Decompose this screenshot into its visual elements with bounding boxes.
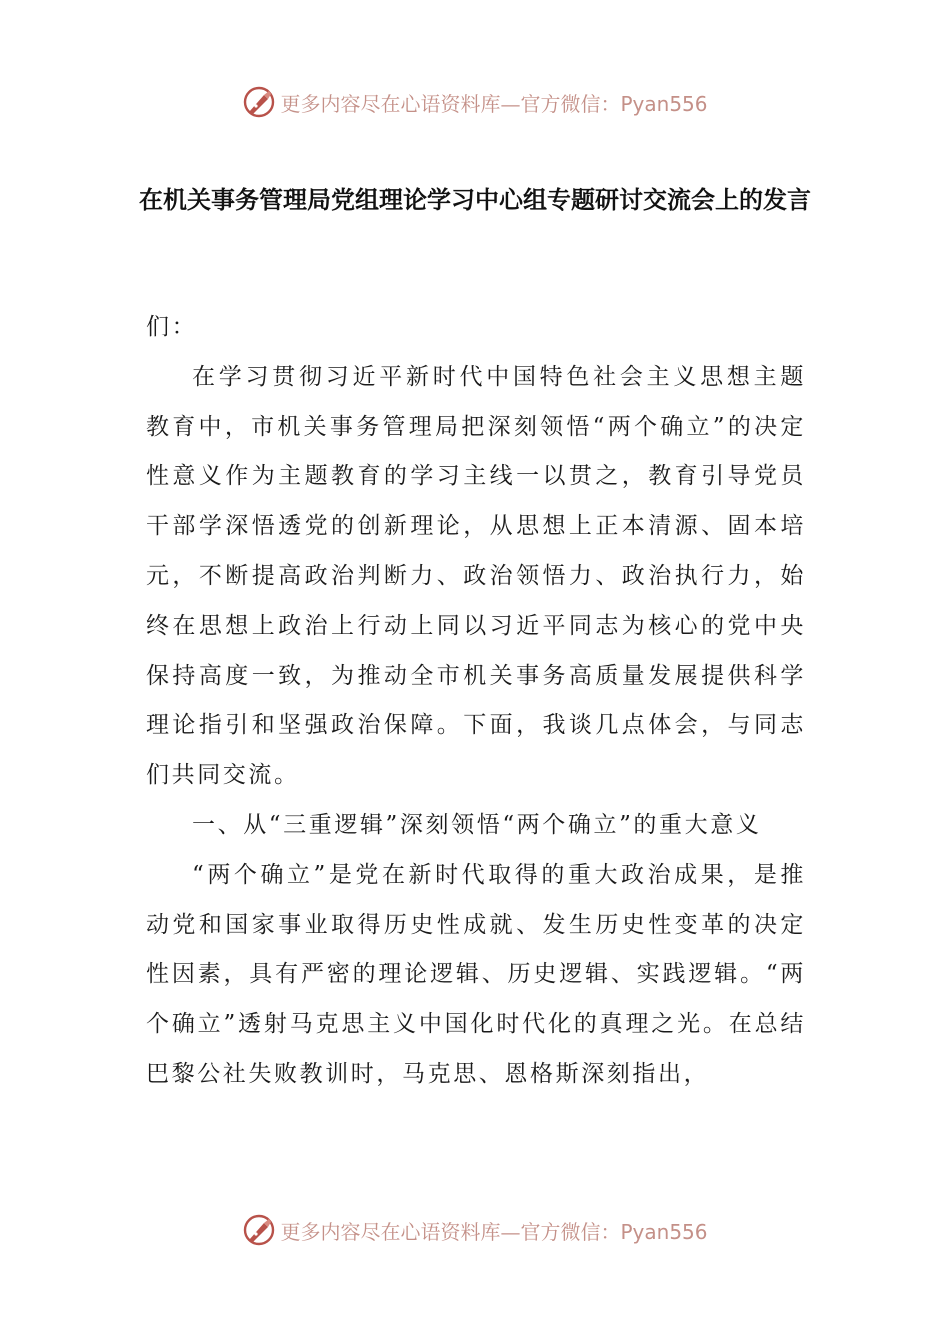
watermark-footer — [0, 1208, 950, 1252]
document-body — [146, 303, 806, 1100]
watermark-header — [0, 80, 950, 124]
section-heading: 一、从“三重逻辑”深刻领悟“两个确立”的重大意义 — [192, 811, 762, 838]
document-title: 在机关事务管理局党组理论学习中心组专题研讨交流会上的发言 — [139, 186, 811, 214]
pen-nib-logo-icon — [242, 1213, 276, 1247]
salutation: 们： — [146, 314, 198, 340]
watermark-text: 更多内容尽在心语资料库—官方微信：Pyan556 — [280, 91, 708, 116]
watermark-wechat-id: Pyan556 — [620, 1219, 708, 1244]
paragraph: 在学习贯彻习近平新时代中国特色社会主义思想主题教育中，市机关事务管理局把深刻领悟“两个确立”的决定性意义作为主题教育的学习主线一以贯之，教育引导党员干部学深悟透党的创新理论，从思想上正本清源、固本培元，不断提高政治判断力、政治领悟力、政治执行力，始终在思想上政治上行动上同以习近平同志为核心的党中央保持高度一致，为推动全市机关事务高质量发展提供科学理论指引和坚强政治保障。下面，我谈几点体会，与同志们共同交流。 — [146, 363, 806, 789]
watermark-wechat-id: Pyan556 — [620, 91, 708, 116]
pen-nib-logo-icon — [242, 85, 276, 119]
watermark-text: 更多内容尽在心语资料库—官方微信：Pyan556 — [280, 1219, 708, 1244]
paragraph: “两个确立”是党在新时代取得的重大政治成果，是推动党和国家事业取得历史性成就、发生历史性变革的决定性因素，具有严密的理论逻辑、历史逻辑、实践逻辑。“两个确立”透射马克思主义中国化时代化的真理之光。在总结巴黎公社失败教训时，马克思、恩格斯深刻指出， — [146, 861, 806, 1087]
